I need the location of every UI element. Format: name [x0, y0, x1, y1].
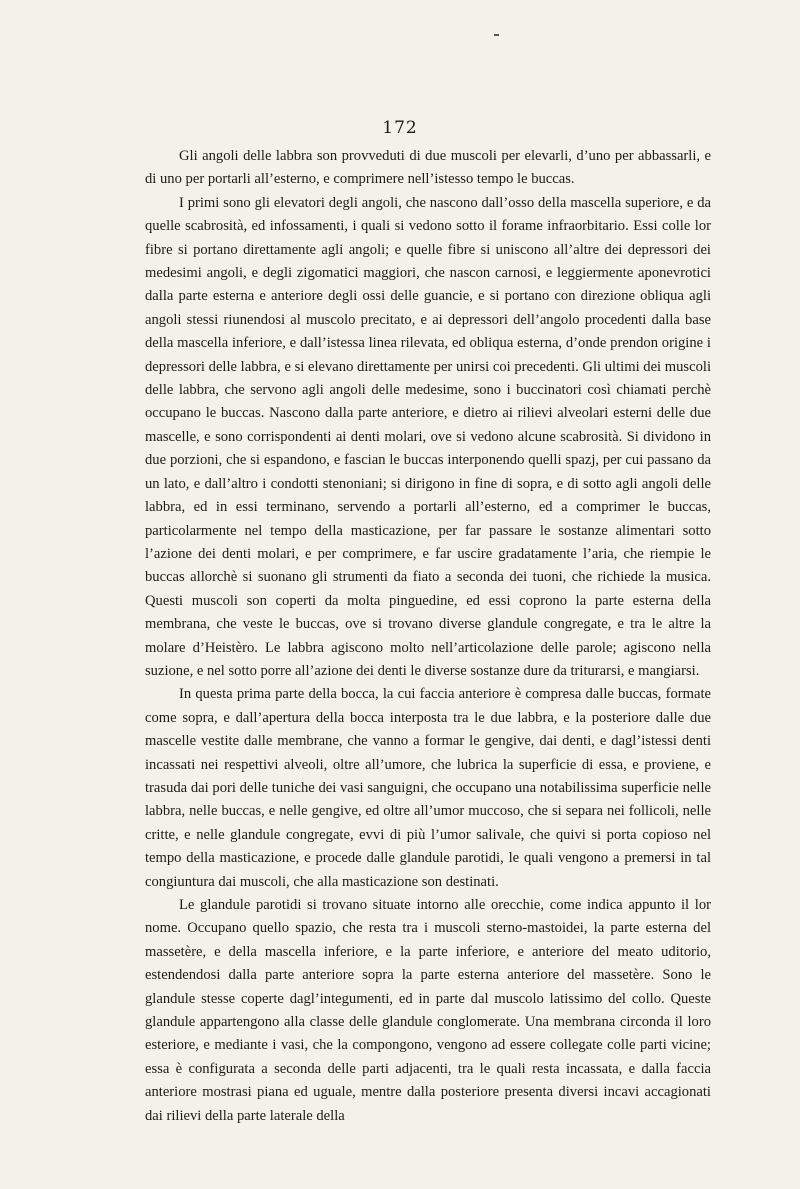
paragraph-3: In questa prima parte della bocca, la cui faccia anteriore è compresa dalle buccas, formate come sopra, e dall’apertura della bocca interposta tra le due labbra, e la posteriore dalle due mascelle vestite dalle membrane, che vanno a formar le gengive, dai denti, e dagl’istessi denti incassati nei respettivi alveoli, oltre all’umore, che lubrica la superficie di essa, e proviene, e trasuda dai pori delle tuniche dei vasi sanguigni, che occupano una notabilissima superficie nelle labbra, nelle buccas, e nelle gengive, ed oltre all’umor muccoso, che si separa nei follicoli, nelle critte, e nelle glandule congregate, evvi di più l’umor salivale, che quivi si porta copioso nel tempo della masticazione, e procede dalle glandule parotidi, le quali vengono a premersi in tal congiuntura dai muscoli, che alla masticazione son destinati. — [145, 686, 711, 890]
paragraph-4: Le glandule parotidi si trovano situate intorno alle orecchie, come indica appunto il lor nome. Occupano quello spazio, che resta tra i muscoli sterno-mastoidei, la parte esterna del massetère, e della mascella inferiore, e la parte inferiore, e anteriore del meato uditorio, estendendosi dalla parte anteriore sopra la parte esterna anteriore del massetère. Sono le glandule stesse coperte dagl’integumenti, ed in parte dal muscolo latissimo del collo. Queste glandule appartengono alla classe delle glandule conglomerate. Una membrana circonda il loro esteriore, e mediante i vasi, che la compongono, vengono ad essere collegate colle parti vicine; essa è configurata a seconda delle parti adjacenti, tra le quali resta incassata, e dalla faccia anteriore mostrasi piana ed uguale, mentre dalla posteriore presenta diversi incavi accagionati dai rilievi della parte laterale della — [145, 897, 711, 1124]
paragraph-2: I primi sono gli elevatori degli angoli, che nascono dall’osso della mascella superiore, e da quelle scabrosità, ed infossamenti, i quali si vedono sotto il forame infraorbitario. Essi colle lor fibre si portano direttamente agli angoli; e quelle fibre si uniscono all’altre dei depressori dei medesimi angoli, e degli zigomatici maggiori, che nascon carnosi, e leggiermente aponevrotici dalla parte esterna e anteriore degli ossi delle guancie, e si portano con direzione obliqua agli angoli stessi riunendosi al muscolo precitato, e ai depressori dell’angolo procedenti dalla base della mascella inferiore, e dall’istessa linea rilevata, ed obliqua esterna, d’onde prendon origine i depressori delle labbra, e si elevano direttamente per unirsi coi precedenti. Gli ultimi dei muscoli delle labbra, che servono agli angoli delle medesime, sono i buccinatori così chiamati perchè occupano le buccas. Nascono dalla parte anteriore, e dietro ai rilievi alveolari esterni delle due mascelle, e sono corrispondenti ai denti molari, ove si vedono alcune scabrosità. Si dividono in due porzioni, che si espandono, e fascian le buccas interponendo quelli spazj, per cui passano da un lato, e dall’altro i condotti stenoniani; si dirigono in fine di sopra, e di sotto agli angoli delle labbra, ed in essi terminano, servendo a portarli all’esterno, ed a comprimer le buccas, particolarmente nel tempo della masticazione, per far passare le sostanze alimentari sotto l’azione dei denti molari, e per comprimere, e far uscire gradatamente l’aria, che riempie le buccas allorchè si suonano gli strumenti da fiato a seconda dei tuoni, che richiede la musica. Questi muscoli son coperti da molta pinguedine, ed essi coprono la parte esterna della membrana, che veste le buccas, ove si trovano diverse glandule congregate, e tra le altre la molare d’Heistèro. Le labbra agiscono molto nell’articolazione delle parole; agiscono nella suzione, e nel sotto porre all’azione dei denti le diverse sostanze dure da triturarsi, e mangiarsi. — [145, 194, 711, 679]
paragraph-1: Gli angoli delle labbra son provveduti di due muscoli per elevarli, d’uno per abbassarli, e di uno per portarli all’esterno, e comprimere nell’istesso tempo le buccas. — [145, 148, 711, 188]
page-number: 172 — [382, 118, 418, 138]
page-mark — [494, 34, 499, 36]
page-body — [145, 145, 711, 1128]
